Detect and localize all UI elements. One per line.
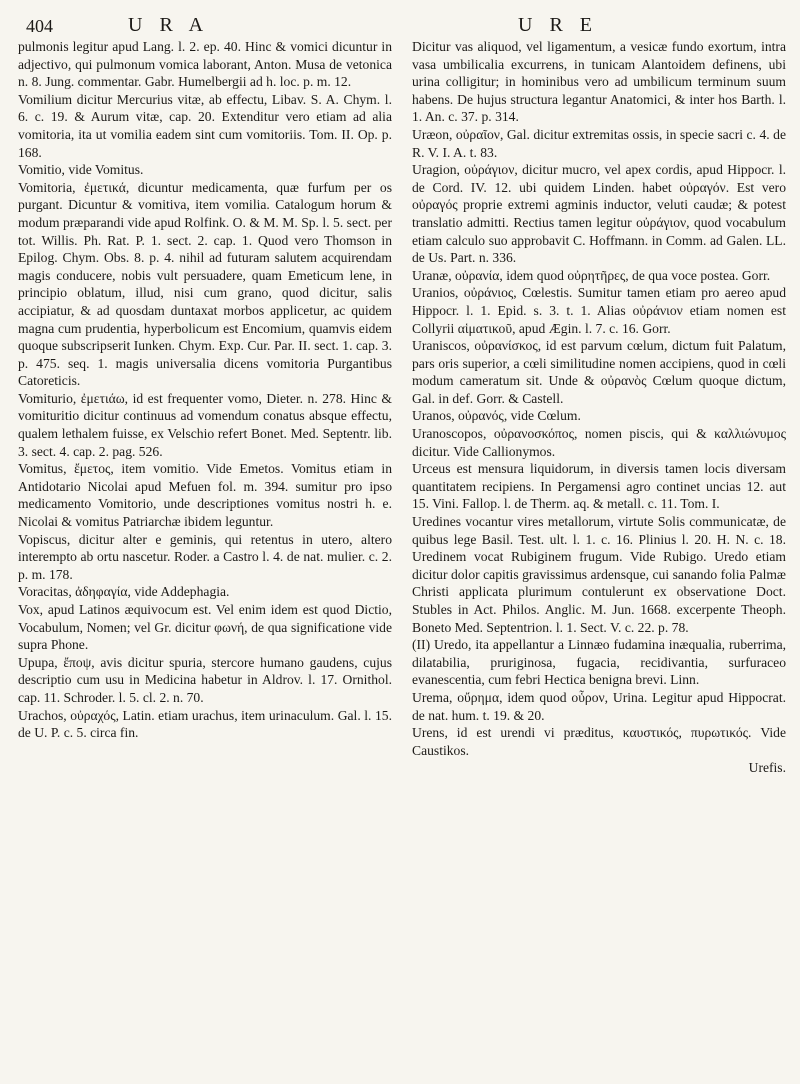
entry-uranios: Uranios, οὐράνιος, Cœlestis. Sumitur tamen etiam pro aereo apud Hippocr. l. 1. Epid. s. 3. t. 1. Alias οὐράνιον etiam nomen est Collyrii αἱματικοῦ, apud Ægin. l. 7. c. 16. Gorr. [412,285,786,336]
entry-uranae: Uranæ, οὐρανία, idem quod οὐρητῆρες, de qua voce postea. Gorr. [412,267,771,283]
entry-uredines: Uredines vocantur vires metallorum, virtute Solis communicatæ, de quibus lege Basil. Test. ult. l. 1. c. 16. Plinius l. 20. H. N. c. 18. Uredinem vocat Rubiginem frugum. Vide Rubigo. Uredo etiam dicitur dolor capitis gravissimus ardensque, cui sanando folia Palmæ Christi applicata plurimum contulerunt ex observatione Doct. Stubles in Act. Philos. Anglic. M. Jun. 1668. excerpente Theoph. Boneto Med. Septentrion. l. 1. Sect. V. c. 22. p. 78. [412,514,786,635]
entry-urachos: Urachos, οὐραχός, Latin. etiam urachus, item urinaculum. Gal. l. 15. de U. P. c. 5. circa fin. [18,707,392,741]
entry-uraeon: Uræon, οὐραῖον, Gal. dicitur extremitas ossis, in specie sacri c. 4. de R. V. I. A. t. 83. [412,126,786,160]
right-column [412,38,786,777]
entry-uredo: (II) Uredo, ita appellantur a Linnæo fudamina inæqualia, ruberrima, dilatabilia, pruriginosa, fugacia, recidivantia, surfuraceo evanescentia, cum febri Hectica benigna brevi. Linn. [412,637,786,688]
entry-uragion: Uragion, οὐράγιον, dicitur mucro, vel apex cordis, apud Hippocr. l. de Cord. IV. 12. ubi quidem Linden. habet οὐραγόν. Est vero οὐραγός proprie extremi agminis inductor, veluti caudæ; & potest translatio admitti. Rectius tamen legitur οὐράγιον, quod vocabulum etiam calculo suo approbavit C. Hoffmann. in Comm. ad Galen. LL. de Us. Part. n. 336. [412,162,786,266]
two-column-body [18,38,786,777]
catchword: Urefis. [748,760,786,776]
entry-upupa: Upupa, ἔποψ, avis dicitur spuria, stercore humano gaudens, cujus descriptio cum usu in Medicina habetur in Aldrov. l. 17. Ornithol. cap. 11. Schroder. l. 5. cl. 2. n. 70. [18,654,392,705]
entry-uranoscopos: Uranoscopos, οὐρανοσκόπος, nomen piscis, qui & καλλιώνυμος dicitur. Vide Callionymos. [412,426,786,459]
entry-vomitoria: Vomitoria, ἐμετικά, dicuntur medicamenta, quæ furfum per os purgant. Dicuntur & vomitiva, item vomilia. Catalogum horum & modum præparandi vide apud Rolfink. O. & M. M. Sp. l. 5. sect. per tot. Willis. Ph. Rat. P. 1. sect. 2. cap. 1. Quod vero Thomson in Epilog. Chym. Obs. 8. p. 4. nihil ad futuram salutem acquirendam magis conducere, nobis vult persuadere, quam Emeticum lene, in principio oblatum, illud, nisi cum grano, quod dicitur, salis accipiatur, & ad quosdam duntaxat morbos applicetur, ac quidem magna cum prudentia, hyperbolicum est Encomium, quamvis eidem quoque subscripserit Iunken. Chym. Exp. Cur. Par. II. sect. 1. cap. 3. p. 475. seq. 1. magis universalia dicens vomitoria Purgantibus Catoreticis. [18,179,392,389]
entry-paragraph: Dicitur vas aliquod, vel ligamentum, a vesicæ fundo exortum, intra vasa umbilicalia excurrens, in tunicam Alantoidem definens, ubi urina colligitur; in hominibus vero ad umbilicum terminum suum habens. De hujus structura legantur Anatomici, & inter hos Barth. l. 1. An. c. 37. p. 314. [412,39,786,125]
entry-vomiturio: Vomiturio, ἐμετιάω, id est frequenter vomo, Dieter. n. 278. Hinc & vomituritio dicitur continuus ad vomendum conatus absque effectu, qualem lethalem fuisse, ex Velschio refert Bonet. Med. Septentr. lib. 3. sect. 4. cap. 2. pag. 526. [18,390,392,459]
entry-vomilium: Vomilium dicitur Mercurius vitæ, ab effectu, Libav. S. A. Chym. l. 6. c. 19. & Aurum vitæ, cap. 20. Extenditur vero etiam ad alia vomitoria, ita ut vomilia eadem sint cum vomitoriis. Tom. II. Op. p. 168. [18,91,392,160]
entry-urema: Urema, οὔρημα, idem quod οὖρον, Urina. Legitur apud Hippocrat. de nat. hum. t. 19. & 20. [412,689,786,723]
entry-uraniscos: Uraniscos, οὐρανίσκος, id est parvum cœlum, dictum fuit Palatum, pars oris superior, a cœli similitudine nomen accipiens, quod in cœli modum cameratum sit. Unde & οὐρανὸς Cœlum quoque dictum, Gal. in def. Gorr. & Castell. [412,338,786,406]
running-head-left: U R A [128,14,210,36]
entry-uranos: Uranos, οὐρανός, vide Cœlum. [412,408,581,424]
entry-vox: Vox, apud Latinos æquivocum est. Vel enim idem est quod Dictio, Vocabulum, Nomen; vel Gr. dicitur φωνή, de qua significatione vide supra Phone. [18,602,392,653]
entry-paragraph: pulmonis legitur apud Lang. l. 2. ep. 40. Hinc & vomici dicuntur in adjectivo, qui pulmonum vomica laborant, Anton. Musa de vetonica n. 8. Jung. commentar. Gabr. Humelbergii ad h. loc. p. m. 12. [18,39,392,90]
entry-urceus: Urceus est mensura liquidorum, in diversis tamen locis diversam quantitatem recipiens. In Pergamensi agro continet uncias 12. aut 15. Vini. Fallop. l. de Therm. aq. & metall. c. 11. Tom. I. [412,461,786,512]
running-head-right: U R E [518,14,598,36]
page-header [18,14,782,40]
left-column [18,38,392,777]
entry-vomitus: Vomitus, ἔμετος, item vomitio. Vide Emetos. Vomitus etiam in Antidotario Nicolai apud Mefuen fol. m. 394. sumitur pro ipso medicamento Vomitorio, unde descriptiones vomitus nostri h. e. Nicolai & vomitus Patriarchæ ibidem leguntur. [18,461,392,530]
page-number: 404 [26,16,53,36]
entry-urens: Urens, id est urendi vi præditus, καυστικός, πυρωτικός. Vide Caustikos. [412,725,786,758]
entry-voracitas: Voracitas, ἀδηφαγία, vide Addephagia. [18,584,230,600]
entry-vomitio: Vomitio, vide Vomitus. [18,162,144,178]
entry-vopiscus: Vopiscus, dicitur alter e geminis, qui retentus in utero, altero interempto ab ortu nascetur. Roder. a Castro l. 4. de nat. mulier. c. 2. p. m. 178. [18,531,392,582]
